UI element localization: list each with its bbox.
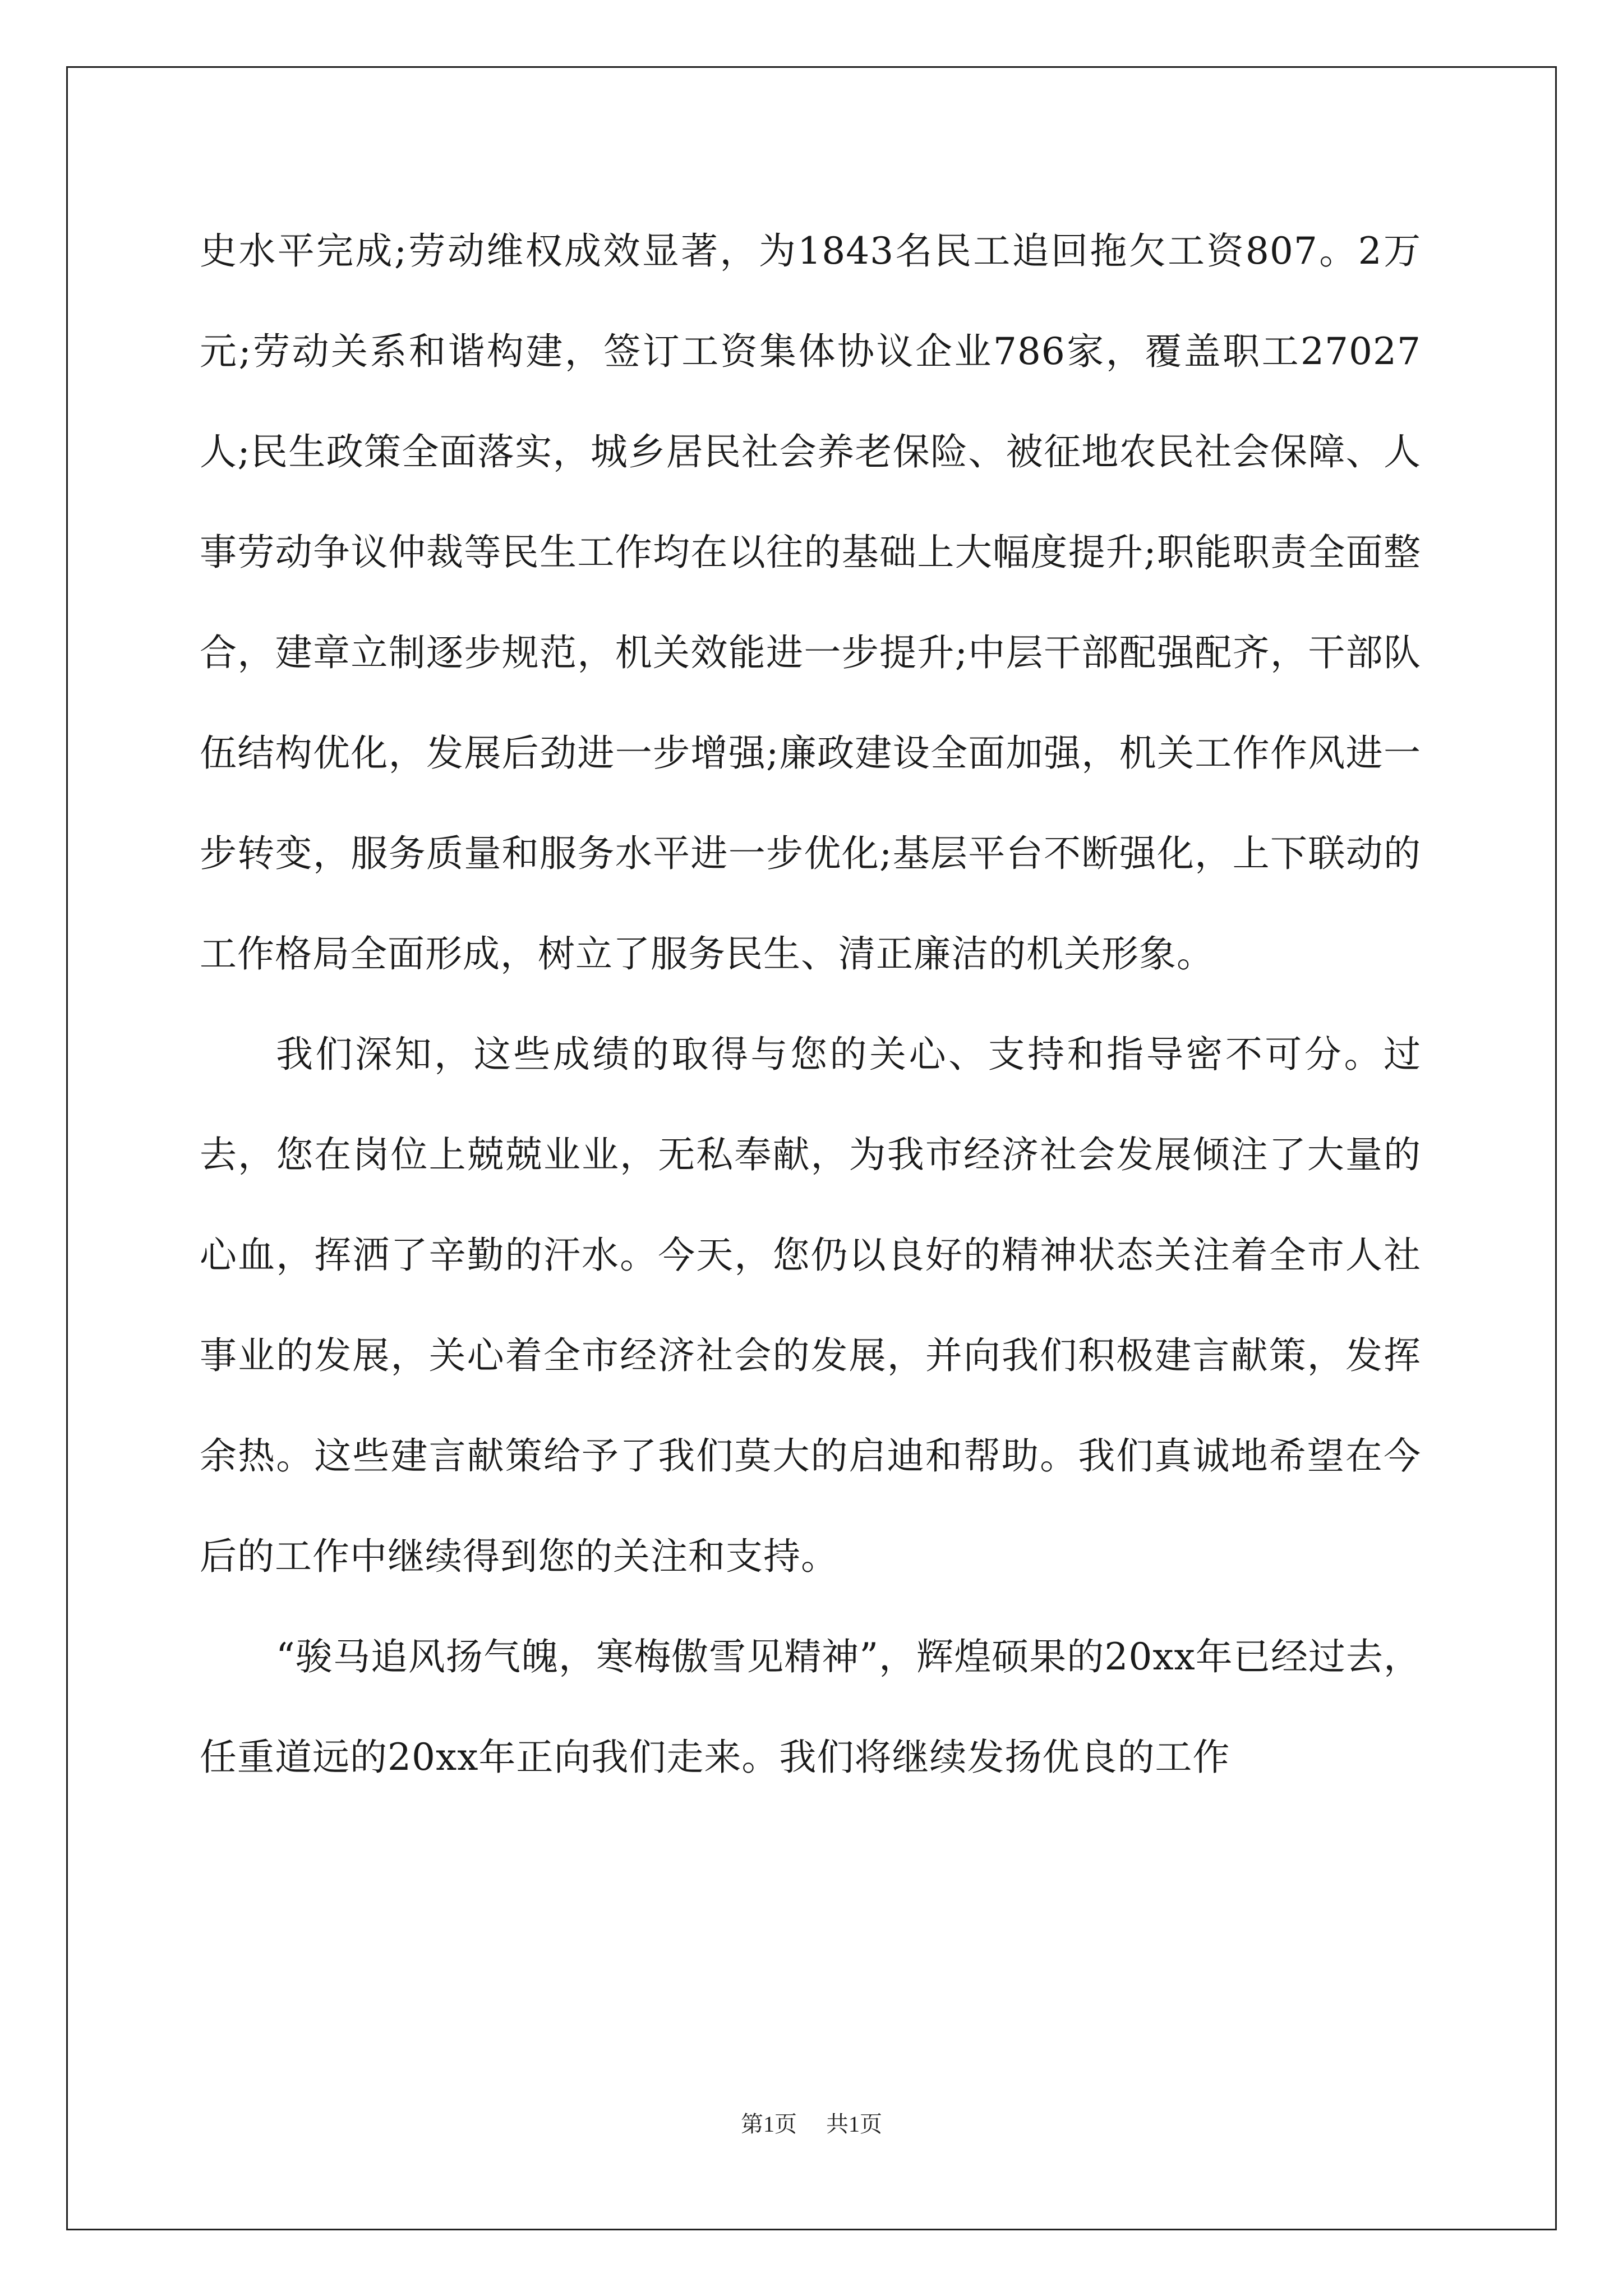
page-footer [0, 2106, 1623, 2138]
page-total: 共1页 [826, 2111, 882, 2137]
page-number: 第1页 [741, 2111, 797, 2137]
paragraph-gratitude: 我们深知，这些成绩的取得与您的关心、支持和指导密不可分。过去，您在岗位上兢兢业业，无私奉献，为我市经济社会发展倾注了大量的心血，挥洒了辛勤的汗水。今天，您仍以良好的精神状态关注着全市人社事业的发展，关心着全市经济社会的发展，并向我们积极建言献策，发挥余热。这些建言献策给予了我们莫大的启迪和帮助。我们真诚地希望在今后的工作中继续得到您的关注和支持。 [200, 1033, 1421, 1578]
document-body [200, 201, 1421, 1807]
paragraph-achievements: 史水平完成;劳动维权成效显著，为1843名民工追回拖欠工资807。2万元;劳动关系和谐构建，签订工资集体协议企业786家，覆盖职工27027人;民生政策全面落实，城乡居民社会养老保险、被征地农民社会保障、人事劳动争议仲裁等民生工作均在以往的基础上大幅度提升;职能职责全面整合，建章立制逐步规范，机关效能进一步提升;中层干部配强配齐，干部队伍结构优化，发展后劲进一步增强;廉政建设全面加强，机关工作作风进一步转变，服务质量和服务水平进一步优化;基层平台不断强化，上下联动的工作格局全面形成，树立了服务民生、清正廉洁的机关形象。 [200, 229, 1421, 976]
paragraph-outlook: “骏马追风扬气魄，寒梅傲雪见精神”，辉煌硕果的20xx年已经过去，任重道远的20xx年正向我们走来。我们将继续发扬优良的工作 [200, 1635, 1421, 1779]
